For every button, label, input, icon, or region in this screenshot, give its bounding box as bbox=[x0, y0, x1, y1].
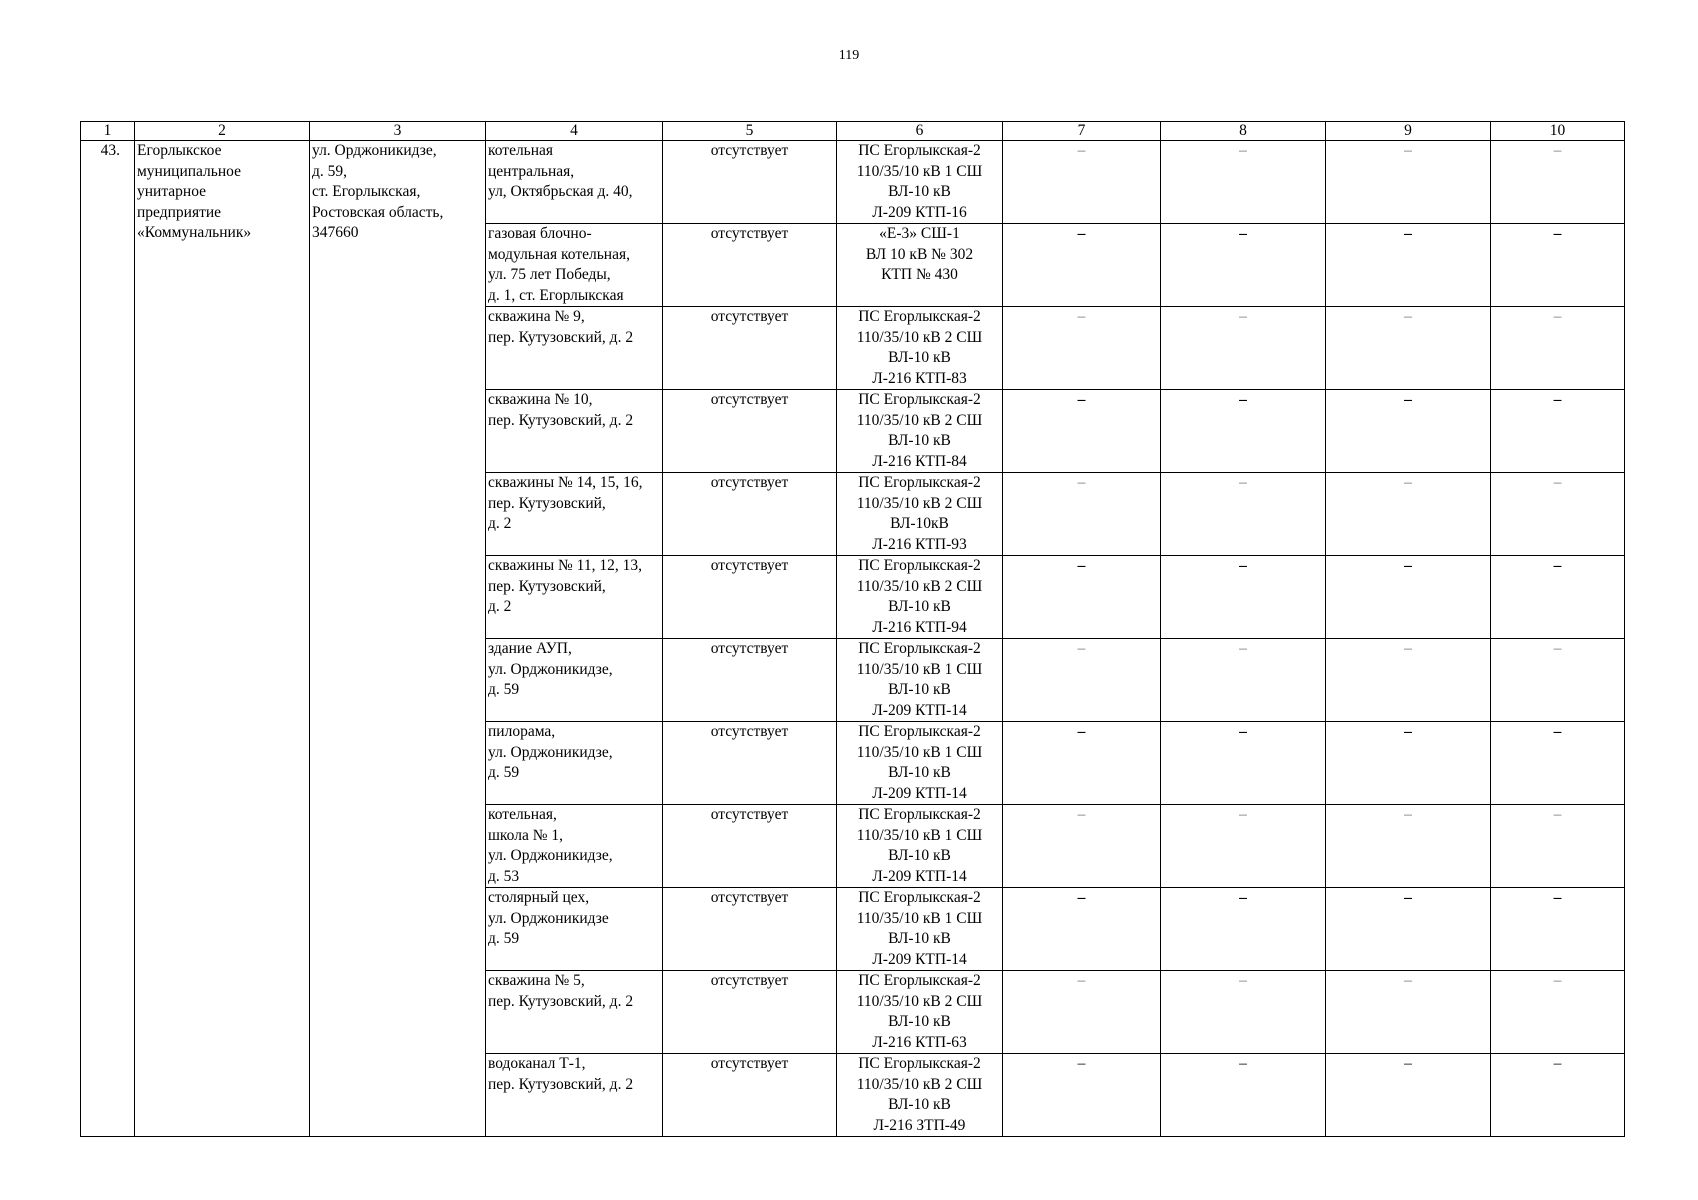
header-row bbox=[81, 122, 1625, 141]
value-cell-10: – bbox=[1491, 971, 1625, 1054]
value-cell-8: – bbox=[1161, 1054, 1326, 1137]
value-cell-10: – bbox=[1491, 888, 1625, 971]
object-cell: котельная, школа № 1, ул. Орджоникидзе, д. 53 bbox=[486, 805, 663, 888]
value-cell-10: – bbox=[1491, 639, 1625, 722]
header-cell: 3 bbox=[310, 122, 486, 141]
status-cell: отсутствует bbox=[663, 224, 837, 307]
value-cell-10: – bbox=[1491, 390, 1625, 473]
value-cell-10: – bbox=[1491, 805, 1625, 888]
value-cell-7: – bbox=[1003, 888, 1161, 971]
object-cell: водоканал Т-1, пер. Кутузовский, д. 2 bbox=[486, 1054, 663, 1137]
status-cell: отсутствует bbox=[663, 639, 837, 722]
header-cell: 10 bbox=[1491, 122, 1625, 141]
value-cell-7: – bbox=[1003, 639, 1161, 722]
header-cell: 2 bbox=[135, 122, 310, 141]
value-cell-7: – bbox=[1003, 390, 1161, 473]
status-cell: отсутствует bbox=[663, 473, 837, 556]
status-cell: отсутствует bbox=[663, 1054, 837, 1137]
entry-number: 43. bbox=[81, 141, 135, 1137]
object-cell: скважина № 5, пер. Кутузовский, д. 2 bbox=[486, 971, 663, 1054]
value-cell-9: – bbox=[1326, 971, 1491, 1054]
status-cell: отсутствует bbox=[663, 722, 837, 805]
supply-source-cell: ПС Егорлыкская-2 110/35/10 кВ 2 СШ ВЛ-10кВ Л-216 КТП-93 bbox=[837, 473, 1003, 556]
value-cell-9: – bbox=[1326, 722, 1491, 805]
status-cell: отсутствует bbox=[663, 888, 837, 971]
supply-source-cell: ПС Егорлыкская-2 110/35/10 кВ 2 СШ ВЛ-10 кВ Л-216 КТП-84 bbox=[837, 390, 1003, 473]
header-cell: 5 bbox=[663, 122, 837, 141]
value-cell-8: – bbox=[1161, 722, 1326, 805]
value-cell-7: – bbox=[1003, 805, 1161, 888]
supply-source-cell: ПС Егорлыкская-2 110/35/10 кВ 1 СШ ВЛ-10 кВ Л-209 КТП-14 bbox=[837, 888, 1003, 971]
supply-source-cell: «Е-3» СШ-1 ВЛ 10 кВ № 302 КТП № 430 bbox=[837, 224, 1003, 307]
supply-source-cell: ПС Егорлыкская-2 110/35/10 кВ 1 СШ ВЛ-10 кВ Л-209 КТП-14 bbox=[837, 722, 1003, 805]
value-cell-7: – bbox=[1003, 971, 1161, 1054]
value-cell-9: – bbox=[1326, 639, 1491, 722]
header-cell: 1 bbox=[81, 122, 135, 141]
value-cell-7: – bbox=[1003, 473, 1161, 556]
header-cell: 4 bbox=[486, 122, 663, 141]
organization-name: Егорлыкское муниципальное унитарное предприятие «Коммунальник» bbox=[135, 141, 310, 1137]
object-cell: скважина № 10, пер. Кутузовский, д. 2 bbox=[486, 390, 663, 473]
supply-source-cell: ПС Егорлыкская-2 110/35/10 кВ 2 СШ ВЛ-10 кВ Л-216 ЗТП-49 bbox=[837, 1054, 1003, 1137]
value-cell-8: – bbox=[1161, 556, 1326, 639]
value-cell-7: – bbox=[1003, 224, 1161, 307]
value-cell-10: – bbox=[1491, 224, 1625, 307]
value-cell-8: – bbox=[1161, 888, 1326, 971]
status-cell: отсутствует bbox=[663, 556, 837, 639]
value-cell-8: – bbox=[1161, 390, 1326, 473]
object-cell: столярный цех, ул. Орджоникидзе д. 59 bbox=[486, 888, 663, 971]
status-cell: отсутствует bbox=[663, 805, 837, 888]
value-cell-9: – bbox=[1326, 556, 1491, 639]
value-cell-7: – bbox=[1003, 722, 1161, 805]
value-cell-10: – bbox=[1491, 307, 1625, 390]
value-cell-9: – bbox=[1326, 888, 1491, 971]
supply-source-cell: ПС Егорлыкская-2 110/35/10 кВ 1 СШ ВЛ-10 кВ Л-209 КТП-16 bbox=[837, 141, 1003, 224]
object-cell: пилорама, ул. Орджоникидзе, д. 59 bbox=[486, 722, 663, 805]
object-cell: скважина № 9, пер. Кутузовский, д. 2 bbox=[486, 307, 663, 390]
object-cell: газовая блочно- модульная котельная, ул. 75 лет Победы, д. 1, ст. Егорлыкская bbox=[486, 224, 663, 307]
header-cell: 8 bbox=[1161, 122, 1326, 141]
value-cell-7: – bbox=[1003, 307, 1161, 390]
supply-source-cell: ПС Егорлыкская-2 110/35/10 кВ 2 СШ ВЛ-10 кВ Л-216 КТП-94 bbox=[837, 556, 1003, 639]
value-cell-8: – bbox=[1161, 224, 1326, 307]
value-cell-9: – bbox=[1326, 307, 1491, 390]
value-cell-9: – bbox=[1326, 390, 1491, 473]
object-cell: скважины № 14, 15, 16, пер. Кутузовский, д. 2 bbox=[486, 473, 663, 556]
status-cell: отсутствует bbox=[663, 390, 837, 473]
supply-source-cell: ПС Егорлыкская-2 110/35/10 кВ 1 СШ ВЛ-10 кВ Л-209 КТП-14 bbox=[837, 805, 1003, 888]
supply-source-cell: ПС Егорлыкская-2 110/35/10 кВ 1 СШ ВЛ-10 кВ Л-209 КТП-14 bbox=[837, 639, 1003, 722]
organization-address: ул. Орджоникидзе, д. 59, ст. Егорлыкская, Ростовская область, 347660 bbox=[310, 141, 486, 1137]
value-cell-10: – bbox=[1491, 556, 1625, 639]
value-cell-10: – bbox=[1491, 722, 1625, 805]
object-cell: здание АУП, ул. Орджоникидзе, д. 59 bbox=[486, 639, 663, 722]
facilities-table bbox=[80, 121, 1625, 1137]
value-cell-8: – bbox=[1161, 805, 1326, 888]
status-cell: отсутствует bbox=[663, 307, 837, 390]
value-cell-8: – bbox=[1161, 141, 1326, 224]
value-cell-8: – bbox=[1161, 639, 1326, 722]
page-number: 119 bbox=[838, 48, 860, 63]
status-cell: отсутствует bbox=[663, 971, 837, 1054]
value-cell-7: – bbox=[1003, 141, 1161, 224]
value-cell-10: – bbox=[1491, 1054, 1625, 1137]
supply-source-cell: ПС Егорлыкская-2 110/35/10 кВ 2 СШ ВЛ-10 кВ Л-216 КТП-63 bbox=[837, 971, 1003, 1054]
value-cell-8: – bbox=[1161, 473, 1326, 556]
value-cell-9: – bbox=[1326, 224, 1491, 307]
value-cell-9: – bbox=[1326, 805, 1491, 888]
value-cell-10: – bbox=[1491, 141, 1625, 224]
value-cell-9: – bbox=[1326, 1054, 1491, 1137]
value-cell-7: – bbox=[1003, 1054, 1161, 1137]
header-cell: 9 bbox=[1326, 122, 1491, 141]
table-row bbox=[81, 141, 1625, 224]
value-cell-8: – bbox=[1161, 307, 1326, 390]
value-cell-9: – bbox=[1326, 473, 1491, 556]
value-cell-10: – bbox=[1491, 473, 1625, 556]
object-cell: котельная центральная, ул, Октябрьская д. 40, bbox=[486, 141, 663, 224]
value-cell-7: – bbox=[1003, 556, 1161, 639]
value-cell-8: – bbox=[1161, 971, 1326, 1054]
status-cell: отсутствует bbox=[663, 141, 837, 224]
supply-source-cell: ПС Егорлыкская-2 110/35/10 кВ 2 СШ ВЛ-10 кВ Л-216 КТП-83 bbox=[837, 307, 1003, 390]
value-cell-9: – bbox=[1326, 141, 1491, 224]
object-cell: скважины № 11, 12, 13, пер. Кутузовский, д. 2 bbox=[486, 556, 663, 639]
header-cell: 6 bbox=[837, 122, 1003, 141]
header-cell: 7 bbox=[1003, 122, 1161, 141]
